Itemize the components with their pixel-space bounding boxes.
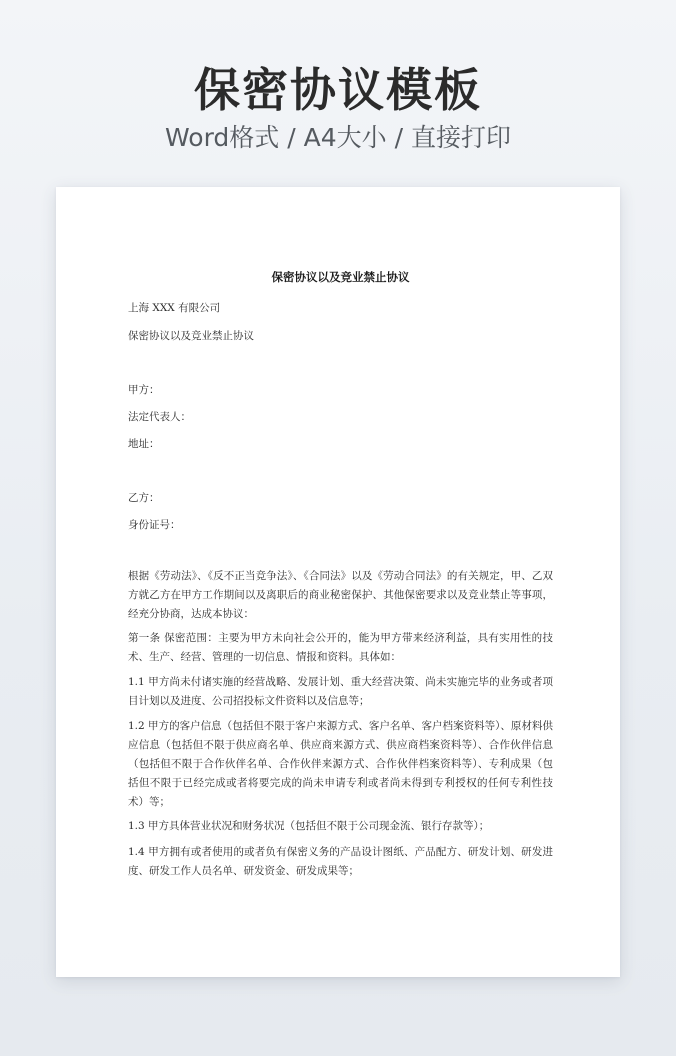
document-title: 保密协议以及竞业禁止协议 [271,270,410,284]
id-number-label: 身份证号： [128,519,181,531]
clause-1-paragraph: 第一条 保密范围：主要为甲方未向社会公开的，能为甲方带来经济利益，具有实用性的技术、生产、经营、管理的一切信息、情报和资料。具体如： [128,632,553,663]
clause-1-4-paragraph: 1.4 甲方拥有或者使用的或者负有保密义务的产品设计图纸、产品配方、研发计划、研发进度、研发工作人员名单、研发资金、研发成果等； [128,846,553,877]
clause-1-1-paragraph: 1.1 甲方尚未付诸实施的经营战略、发展计划、重大经营决策、尚未实施完毕的业务或者项目计划以及进度、公司招投标文件资料以及信息等； [128,676,553,707]
page-title: 保密协议模板 [194,63,482,117]
intro-paragraph: 根据《劳动法》、《反不正当竞争法》、《合同法》以及《劳动合同法》的有关规定，甲、乙双方就乙方在甲方工作期间以及离职后的商业秘密保护、其他保密要求以及竞业禁止等事项，经充分协商，达成本协议： [128,570,553,620]
address-label: 地址： [128,438,160,450]
company-name: 上海 XXX 有限公司 [128,302,221,314]
legal-representative-label: 法定代表人： [128,411,191,423]
document-page [56,187,620,977]
party-a-label: 甲方： [128,384,160,396]
clause-1-2-paragraph: 1.2 甲方的客户信息（包括但不限于客户来源方式、客户名单、客户档案资料等）、原材料供应信息（包括但不限于供应商名单、供应商来源方式、供应商档案资料等）、合作伙伴信息（包括但不限于合作伙伴名单、合作伙伴来源方式、合作伙伴档案资料等）、专利成果（包括但不限于已经完成或者将要完成的尚未申请专利或者尚未得到专利授权的任何专利性技术）等； [128,720,553,808]
agreement-name: 保密协议以及竞业禁止协议 [128,330,254,342]
clause-1-3-paragraph: 1.3 甲方具体营业状况和财务状况（包括但不限于公司现金流、银行存款等）； [128,820,490,832]
page-subtitle: Word格式 / A4大小 / 直接打印 [165,123,511,152]
party-b-label: 乙方： [128,492,160,504]
